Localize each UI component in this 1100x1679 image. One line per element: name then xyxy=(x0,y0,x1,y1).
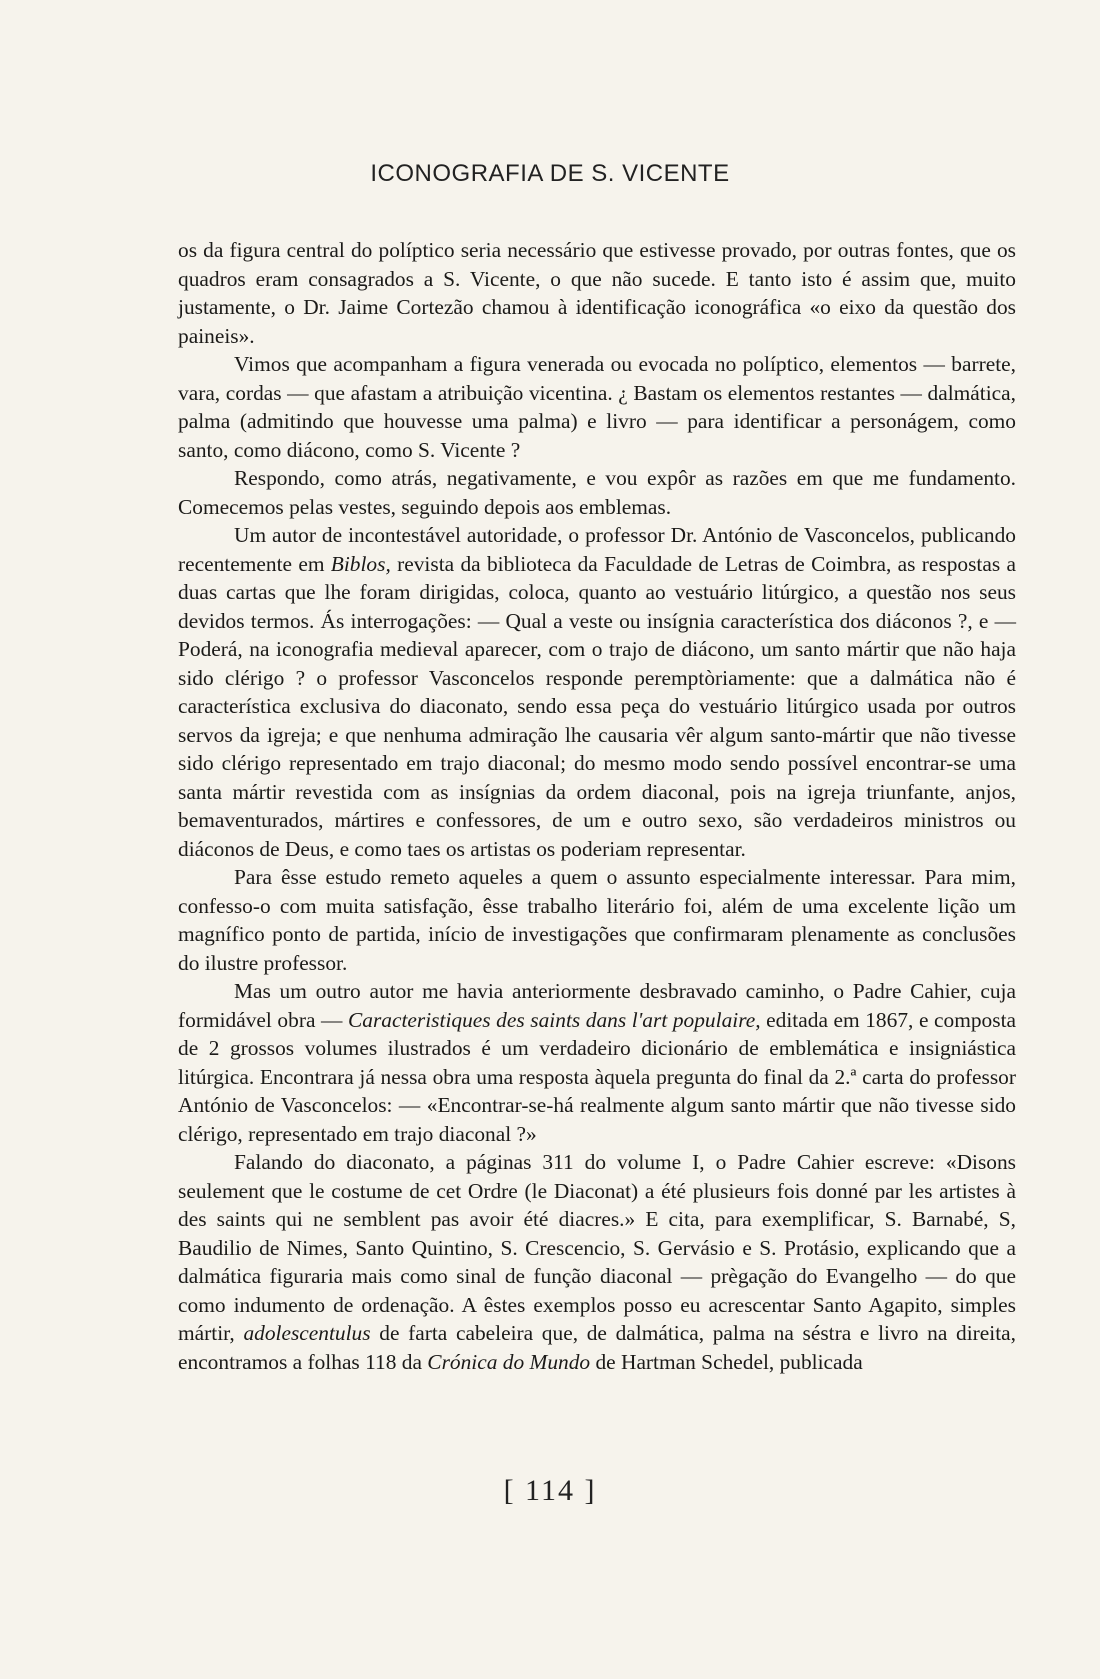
paragraph-text: Falando do diaconato, a páginas 311 do volume I, o Padre Cahier escreve: «Disons seulement que le costume de cet Ordre (le Diaconat) a été plusieurs fois donné par les artistes à des saints qui ne semblent pas avoir été diacres.» E cita, para exemplificar, S. Barnabé, S, Baudilio de Nimes, Santo Quintino, S. Crescencio, S. Gervásio e S. Protásio, explicando que a dalmática figuraria mais como sinal de função diaconal — prègação do Evangelho — do que como indumento de ordenação. A êstes exemplos posso eu acrescentar Santo Agapito, simples mártir, xyxy=(178,1150,1016,1345)
paragraph xyxy=(178,977,1016,1148)
paragraph xyxy=(178,1148,1016,1376)
paragraph-text: de farta cabeleira que, de dalmática, palma na séstra e livro na direita, encontramos a folhas 118 da xyxy=(178,1321,1016,1374)
body-text xyxy=(178,236,1016,1376)
italic-text: Caracteristiques des saints dans l'art populaire, xyxy=(348,1007,761,1032)
page-number: [ 114 ] xyxy=(503,1474,597,1507)
paragraph xyxy=(178,464,1016,521)
italic-text: Biblos, xyxy=(330,551,391,576)
paragraph-text: os da figura central do políptico seria necessário que estivesse provado, por outras fontes, que os quadros eram consagrados a S. Vicente, o que não sucede. E tanto isto é assim que, muito justamente, o Dr. Jaime Cortezão chamou à identificação iconográfica «o eixo da questão dos paineis». xyxy=(178,238,1016,348)
italic-text: Crónica do Mundo xyxy=(427,1349,591,1374)
paragraph-text: Um autor de incontestável autoridade, o professor Dr. António de Vasconcelos, publicando recentemente em xyxy=(178,523,1016,576)
paragraph xyxy=(178,350,1016,464)
paragraph xyxy=(178,521,1016,863)
paragraph-text: Para êsse estudo remeto aqueles a quem o assunto especialmente interessar. Para mim, confesso-o com muita satisfação, êsse trabalho literário foi, além de uma excelente lição um magnífico ponto de partida, início de investigações que confirmaram plenamente as conclusões do ilustre professor. xyxy=(178,865,1016,975)
paragraph-text: editada em 1867, e composta de 2 grossos volumes ilustrados é um verdadeiro dicionário de emblemática e insigniástica litúrgica. Encontrara já nessa obra uma resposta àquela pregunta do final da 2.ª carta do professor António de Vasconcelos: — «Encontrar-se-há realmente algum santo mártir que não tivesse sido clérigo, representado em trajo diaconal ?» xyxy=(178,1007,1017,1146)
paragraph xyxy=(178,236,1016,350)
running-header: ICONOGRAFIA DE S. VICENTE xyxy=(370,160,730,187)
paragraph-text: Mas um outro autor me havia anteriormente desbravado caminho, o Padre Cahier, cuja formidável obra — xyxy=(178,979,1016,1032)
paragraph-text: Respondo, como atrás, negativamente, e vou expôr as razões em que me fundamento. Comecemos pelas vestes, seguindo depois aos emblemas. xyxy=(178,466,1016,519)
italic-text: adolescentulus xyxy=(243,1321,371,1345)
paragraph-text: revista da biblioteca da Faculdade de Letras de Coimbra, as respostas a duas cartas que lhe foram dirigidas, coloca, quanto ao vestuário litúrgico, a questão nos seus devidos termos. Ás interrogações: — Qual a veste ou insígnia característica dos diáconos ?, e — Poderá, na iconografia medieval aparecer, com o trajo de diácono, um santo mártir que não haja sido clérigo ? o professor Vasconcelos responde peremptòriamente: que a dalmática não é característica exclusiva do diaconato, sendo essa peça do vestuário litúrgico usada por outros servos da igreja; e que nenhuma admiração lhe causaria vêr algum santo-mártir que não tivesse sido clérigo representado em trajo diaconal; do mesmo modo sendo possível encontrar-se uma santa mártir revestida com as insígnias da ordem diaconal, pois na igreja triunfante, anjos, bemaventurados, mártires e confessores, de um e outro sexo, são verdadeiros ministros ou diáconos de Deus, e como taes os artistas os poderiam representar. xyxy=(178,551,1016,861)
paragraph-text: de Hartman Schedel, publicada xyxy=(590,1349,863,1374)
paragraph-text: Vimos que acompanham a figura venerada ou evocada no políptico, elementos — barrete, vara, cordas — que afastam a atribuição vicentina. ¿ Bastam os elementos restantes — dalmática, palma (admitindo que houvesse uma palma) e livro — para identificar a personágem, como santo, como diácono, como S. Vicente ? xyxy=(178,352,1016,462)
paragraph xyxy=(178,863,1016,977)
